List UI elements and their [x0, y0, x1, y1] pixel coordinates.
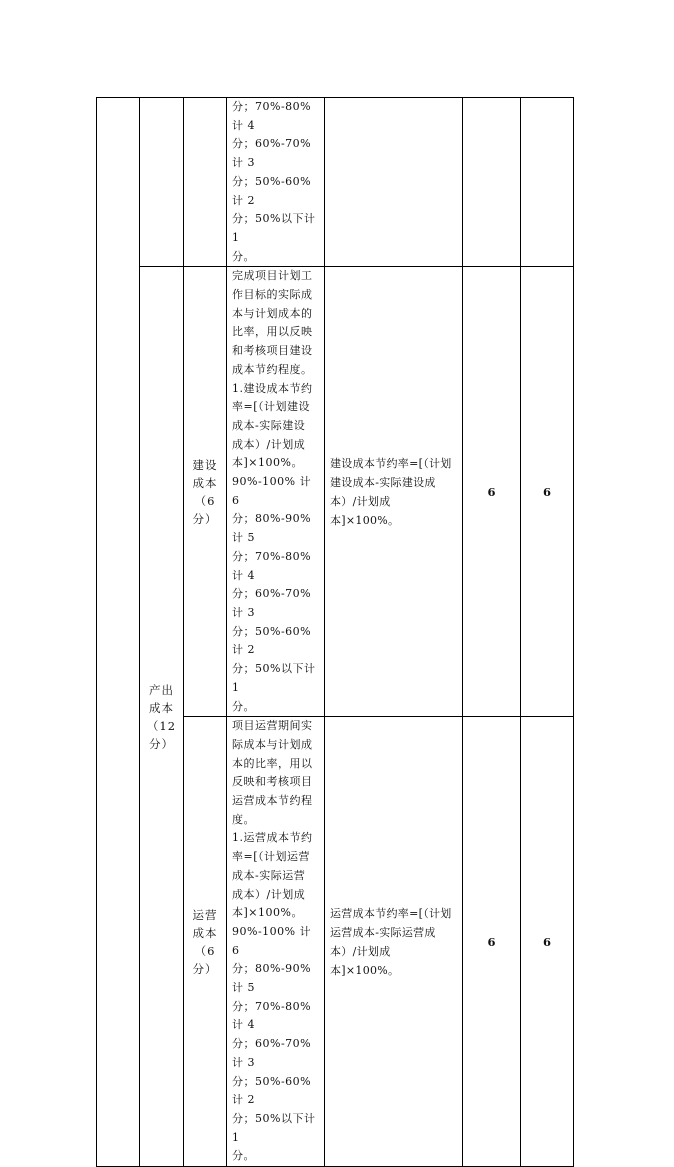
- tertiary-indicator-cell: [184, 267, 227, 717]
- performance-evaluation-table: [96, 97, 574, 1167]
- tertiary-indicator-label: 运营 成本 （6 分）: [192, 907, 218, 976]
- tertiary-indicator-label: 建设 成本 （6 分）: [192, 457, 218, 526]
- full-score-cell: [463, 98, 521, 267]
- calculation-cell: [325, 717, 463, 1167]
- calculation-cell: [325, 98, 463, 267]
- scoring-standard-text: 项目运营期间实 际成本与计划成 本的比率，用以 反映和考核项目 运营成本节约程 度。 1.运营成本节约 率=[（计划运营 成本-实际运营 成本）/计划成 本]×100%。 90%-100% 计 6 分；80%-90%计 5 分；70%-80%计 4 分；60%-70%计 3 分；50%-60%计 2 分；50%以下计 1 分。: [232, 719, 316, 1163]
- full-score-cell: [463, 717, 521, 1167]
- full-score-cell: [463, 267, 521, 717]
- calculation-formula: 运营成本节约率=[（计划运营成本-实际运营成本）/计划成本]×100%。: [330, 906, 452, 977]
- secondary-indicator-cell-prev: [140, 98, 184, 267]
- scoring-standard-text: 分；70%-80%计 4 分；60%-70%计 3 分；50%-60%计 2 分；50%以下计 1 分。: [232, 100, 316, 263]
- score-value: 6: [542, 484, 551, 499]
- calculation-cell: [325, 267, 463, 717]
- score-cell: [521, 98, 574, 267]
- scoring-standard-text: 完成项目计划工 作目标的实际成 本与计划成本的 比率，用以反映 和考核项目建设 成本节约程度。 1.建设成本节约 率=[（计划建设 成本-实际建设 成本）/计划成 本]×100%。 90%-100% 计 6 分；80%-90%计 5 分；70%-80%计 4 分；60%-70%计 3 分；50%-60%计 2 分；50%以下计 1 分。: [232, 269, 316, 713]
- score-cell: [521, 717, 574, 1167]
- score-cell: [521, 267, 574, 717]
- full-score-value: 6: [487, 934, 496, 949]
- calculation-formula: 建设成本节约率=[（计划建设成本-实际建设成本）/计划成本]×100%。: [330, 456, 452, 527]
- secondary-indicator-cell: [140, 267, 184, 1167]
- primary-indicator-cell: [97, 98, 140, 1167]
- full-score-value: 6: [487, 484, 496, 499]
- scoring-standard-cell: [227, 267, 325, 717]
- scoring-standard-cell: [227, 98, 325, 267]
- secondary-indicator-label: 产出 成本 （12 分）: [146, 682, 177, 751]
- score-value: 6: [542, 934, 551, 949]
- scoring-standard-cell: [227, 717, 325, 1167]
- tertiary-indicator-cell-prev: [184, 98, 227, 267]
- tertiary-indicator-cell: [184, 717, 227, 1167]
- table-row: [97, 267, 574, 717]
- table-row: [97, 98, 574, 267]
